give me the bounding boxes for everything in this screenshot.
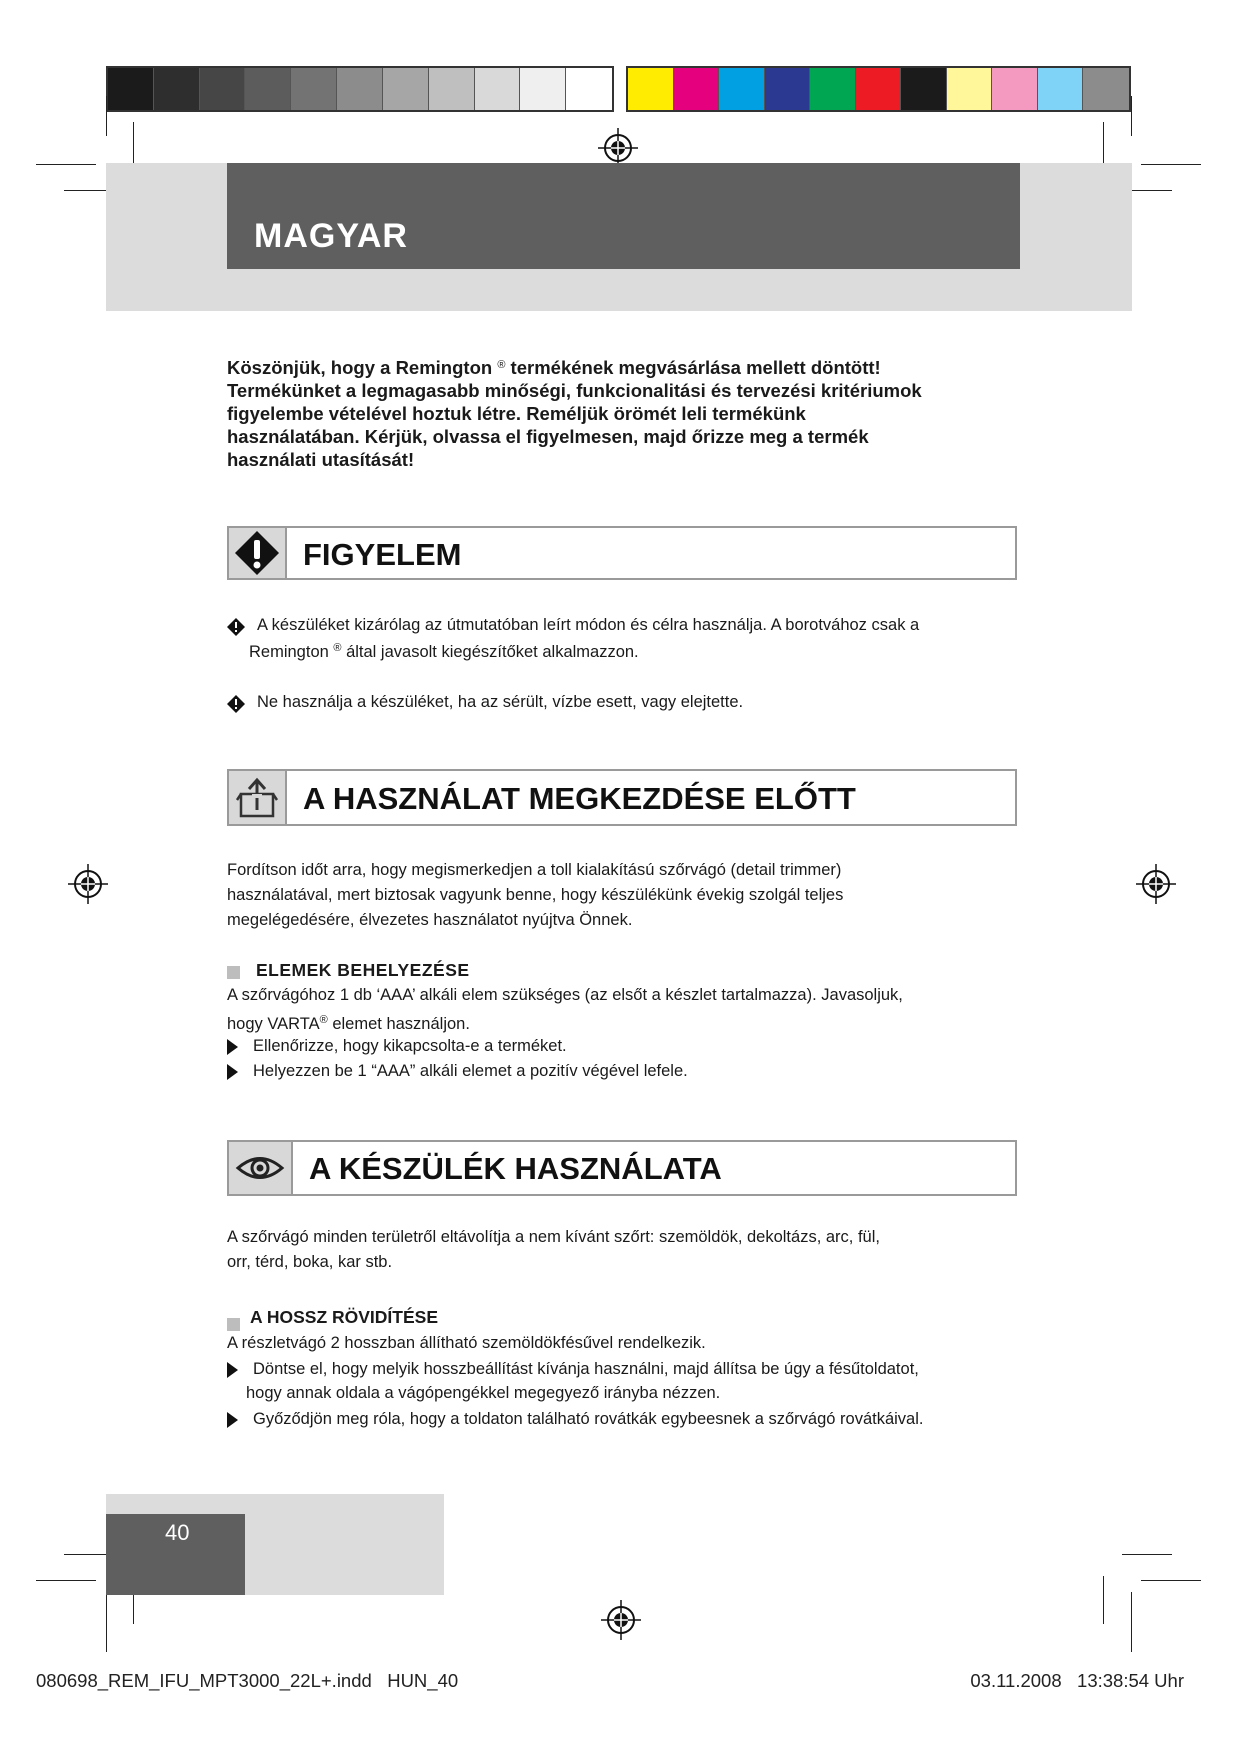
- calibration-swatch: [810, 68, 856, 110]
- subsection-marker: [227, 1318, 240, 1331]
- registered-mark: ®: [497, 359, 506, 371]
- crop-mark: [1141, 1580, 1201, 1581]
- before-use-section-header: [227, 769, 1017, 826]
- step-arrow-icon: [227, 1362, 238, 1378]
- registration-mark-icon: [601, 1600, 641, 1640]
- length-step: [253, 1407, 923, 1432]
- battery-step: [253, 1059, 688, 1084]
- length-subsection-title: A HOSSZ RÖVIDÍTÉSE: [250, 1307, 438, 1327]
- battery-subsection-title: ELEMEK BEHELYEZÉSE: [256, 960, 470, 980]
- usage-section-title: A KÉSZÜLÉK HASZNÁLATA: [309, 1151, 722, 1186]
- warning-item: [257, 613, 919, 638]
- calibration-swatch: [475, 68, 521, 110]
- warning-icon-cell: [229, 528, 287, 578]
- eye-icon: [235, 1153, 285, 1183]
- crop-mark: [1103, 1576, 1104, 1624]
- calibration-swatch: [291, 68, 337, 110]
- battery-step-text: Helyezzen be 1 “AAA” alkáli elemet a pozitív végével lefele.: [253, 1062, 688, 1080]
- before-use-icon-cell: [229, 771, 287, 824]
- intro-text: figyelembe vételével hoztuk létre. Reméljük örömét leli termékünk: [227, 403, 806, 424]
- warning-section-title: FIGYELEM: [303, 537, 462, 572]
- registered-mark: ®: [333, 642, 342, 654]
- warning-item: [257, 690, 743, 715]
- length-paragraph: [227, 1331, 706, 1356]
- warning-item-text: Ne használja a készüléket, ha az sérült, vízbe esett, vagy elejtette.: [257, 693, 744, 711]
- intro-text: használatában. Kérjük, olvassa el figyelmesen, majd őrizze meg a termék: [227, 426, 869, 447]
- page-title: MAGYAR: [254, 217, 408, 255]
- length-step-text: Győződjön meg róla, hogy a toldaton található rovátkák egybeesnek a szőrvágó rovátkáival.: [253, 1410, 924, 1428]
- calibration-swatch: [765, 68, 811, 110]
- calibration-swatch: [200, 68, 246, 110]
- battery-paragraph: [227, 983, 903, 1037]
- usage-section-header: [227, 1140, 1017, 1196]
- usage-icon-cell: [229, 1142, 293, 1194]
- warning-item-text: által javasolt kiegészítőket alkalmazzon.: [341, 643, 639, 661]
- length-step: [253, 1357, 919, 1382]
- usage-paragraph: [227, 1225, 880, 1275]
- registration-mark-icon: [1136, 864, 1176, 904]
- calibration-swatch: [154, 68, 200, 110]
- calibration-swatch: [566, 68, 612, 110]
- battery-step-text: Ellenőrizze, hogy kikapcsolta-e a terméket.: [253, 1037, 567, 1055]
- length-text: A részletvágó 2 hosszban állítható szemöldökfésűvel rendelkezik.: [227, 1334, 706, 1352]
- registration-mark-icon: [68, 864, 108, 904]
- crop-mark: [1141, 164, 1201, 165]
- calibration-swatch: [992, 68, 1038, 110]
- step-arrow-icon: [227, 1064, 238, 1080]
- intro-paragraph: [227, 354, 997, 471]
- crop-mark: [36, 164, 96, 165]
- calibration-swatch: [520, 68, 566, 110]
- warning-section-header: [227, 526, 1017, 580]
- calibration-swatch: [947, 68, 993, 110]
- intro-text: Termékünket a legmagasabb minőségi, funkcionalitási és tervezési kritériumok: [227, 380, 922, 401]
- calibration-swatch: [108, 68, 154, 110]
- calibration-swatch: [429, 68, 475, 110]
- usage-text: A szőrvágó minden területről eltávolítja a nem kívánt szőrt: szemöldök, dekoltázs, arc, fül,: [227, 1228, 880, 1246]
- usage-text: orr, térd, boka, kar stb.: [227, 1253, 393, 1271]
- registration-mark-icon: [598, 128, 638, 168]
- before-use-text: használatával, mert biztosak vagyunk benne, hogy készülékünk évekig szolgál teljes: [227, 886, 844, 904]
- page-number: 40: [165, 1520, 190, 1545]
- battery-text: A szőrvágóhoz 1 db ‘AAA’ alkáli elem szükséges (az elsőt a készlet tartalmazza). Javasoljuk,: [227, 986, 903, 1004]
- calibration-swatch: [337, 68, 383, 110]
- warning-bullet-icon: [227, 618, 245, 636]
- before-use-text: megelégedésére, élvezetes használatot nyújtva Önnek.: [227, 911, 633, 929]
- battery-step: [253, 1034, 567, 1059]
- crop-mark: [1131, 1592, 1132, 1652]
- color-calibration-bar: [626, 66, 1131, 112]
- calibration-swatch: [1038, 68, 1084, 110]
- grayscale-calibration-bar: [106, 66, 614, 112]
- crop-mark: [36, 1580, 96, 1581]
- intro-text: termékének megvásárlása mellett döntött!: [505, 357, 881, 378]
- warning-item-text: A készüléket kizárólag az útmutatóban leírt módon és célra használja. A borotvához csak a: [257, 616, 920, 634]
- calibration-swatch: [856, 68, 902, 110]
- warning-bullet-icon: [227, 695, 245, 713]
- calibration-swatch: [245, 68, 291, 110]
- crop-mark: [106, 96, 107, 136]
- warning-item: [249, 636, 639, 665]
- step-arrow-icon: [227, 1039, 238, 1055]
- registered-mark: ®: [319, 1014, 328, 1026]
- warning-diamond-icon: [233, 529, 281, 577]
- calibration-swatch: [383, 68, 429, 110]
- calibration-swatch: [1083, 68, 1129, 110]
- warning-item-text: Remington: [249, 643, 329, 661]
- battery-text: elemet használjon.: [327, 1015, 470, 1033]
- before-use-section-title: A HASZNÁLAT MEGKEZDÉSE ELŐTT: [303, 781, 856, 816]
- length-step-text: hogy annak oldala a vágópengékkel megegyező irányba nézzen.: [246, 1384, 721, 1402]
- footer-file-info: 080698_REM_IFU_MPT3000_22L+.indd HUN_40: [36, 1670, 459, 1691]
- calibration-swatch: [628, 68, 674, 110]
- crop-mark: [1122, 1554, 1172, 1555]
- intro-text: Köszönjük, hogy a Remington: [227, 357, 493, 378]
- intro-text: használati utasítását!: [227, 449, 415, 470]
- subsection-marker: [227, 966, 240, 979]
- box-unpack-icon: [235, 776, 279, 820]
- calibration-swatch: [674, 68, 720, 110]
- calibration-swatch: [901, 68, 947, 110]
- calibration-swatch: [719, 68, 765, 110]
- length-step: [246, 1381, 720, 1406]
- length-step-text: Döntse el, hogy melyik hosszbeállítást kívánja használni, majd állítsa be úgy a fésűtoldatot,: [253, 1360, 919, 1378]
- crop-mark: [1131, 96, 1132, 136]
- battery-text: hogy VARTA: [227, 1015, 320, 1033]
- crop-mark: [106, 1592, 107, 1652]
- before-use-text: Fordítson időt arra, hogy megismerkedjen a toll kialakítású szőrvágó (detail trimmer): [227, 861, 842, 879]
- step-arrow-icon: [227, 1412, 238, 1428]
- footer-timestamp: 03.11.2008 13:38:54 Uhr: [970, 1670, 1184, 1691]
- before-use-paragraph: [227, 858, 843, 933]
